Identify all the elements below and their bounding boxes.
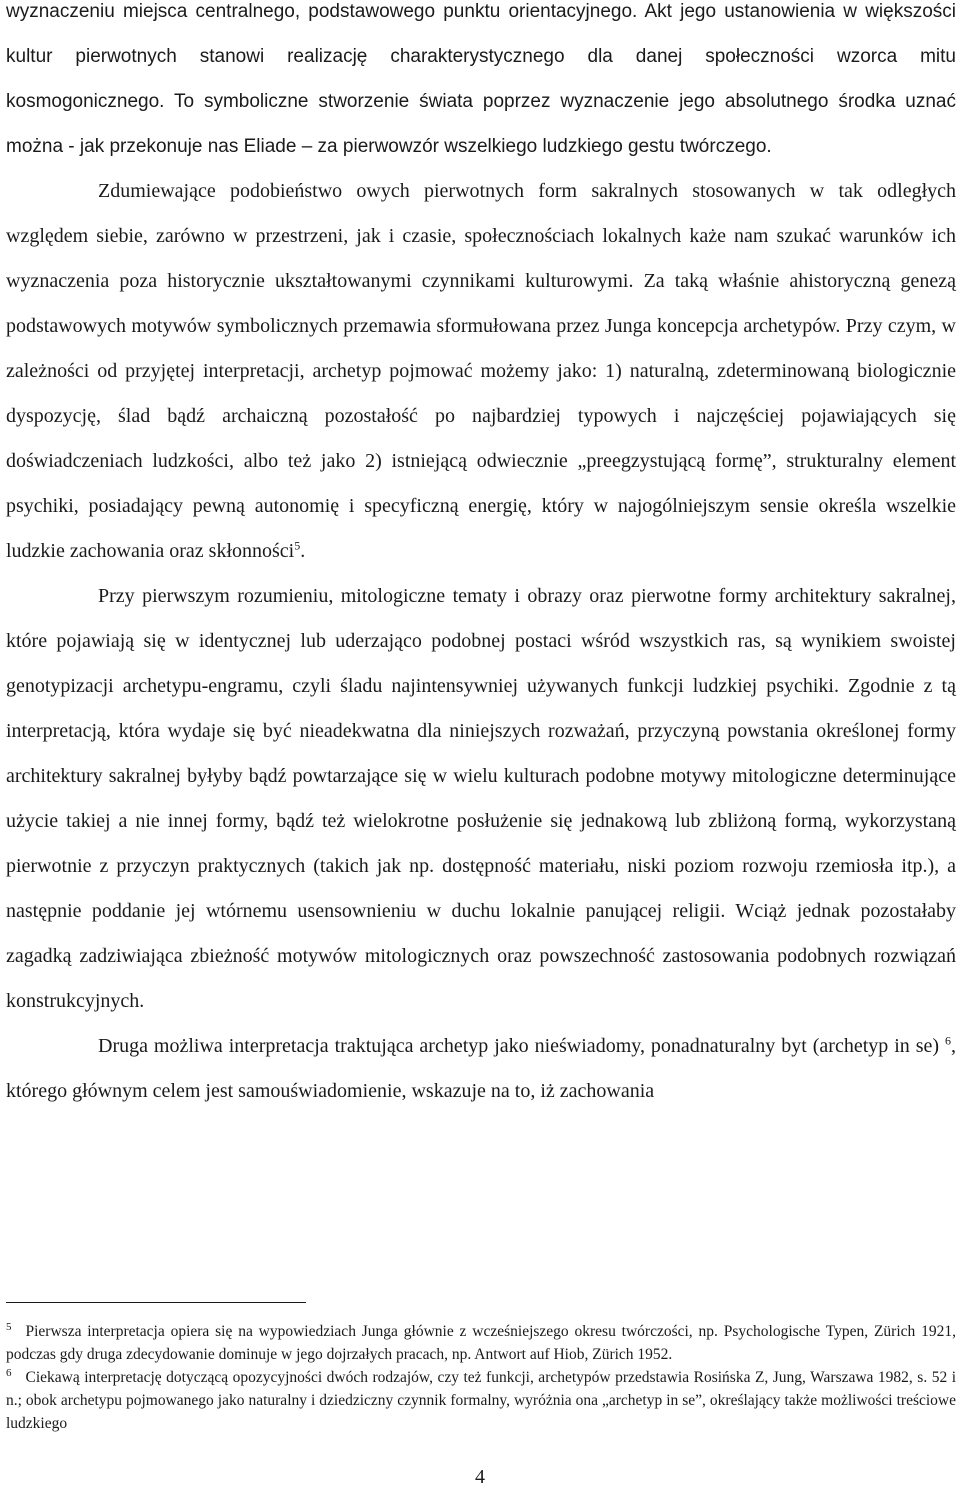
paragraph-3 xyxy=(6,574,956,1024)
paragraph-1-text: wyznaczeniu miejsca centralnego, podstawowego punktu orientacyjnego. Akt jego ustanowienia w większości kultur pierwotnych stanowi realizację charakterystycznego dla danej społeczności wzorca mitu kosmogonicznego. To symboliczne stworzenie świata poprzez wyznaczenie jego absolutnego środka uznać można - jak przekonuje nas Eliade – za pierwowzór wszelkiego ludzkiego gestu twórczego. xyxy=(6,1,956,157)
paragraph-2 xyxy=(6,169,956,574)
paragraph-3-text: Przy pierwszym rozumieniu, mitologiczne tematy i obrazy oraz pierwotne formy architektury sakralnej, które pojawiają się w identycznej lub uderzająco podobnej postaci wśród wszystkich ras, są wynikiem swoistej genotypizacji archetypu-engramu, czyli śladu najintensywniej używanych funkcji ludzkiej psychiki. Zgodnie z tą interpretacją, która wydaje się być nieadekwatna dla niniejszych rozważań, przyczyną powstania określonej formy architektury sakralnej byłyby bądź powtarzające się w wielu kulturach podobne motywy mitologiczne determinujące użycie takiej a nie innej formy, bądź też wielokrotne posłużenie się jednakową lub zbliżoną formą, wykorzystaną pierwotnie z przyczyn praktycznych (takich jak np. dostępność materiału, niski poziom rozwoju rzemiosła itp.), a następnie poddanie jej wtórnemu usensownieniu w duchu lokalnie panującej religii. Wciąż jednak pozostałaby zagadką zadziwiająca zbieżność motywów mitologicznych oraz powszechność zastosowania podobnych rozwiązań konstrukcyjnych. xyxy=(6,585,956,1012)
footnote-6-text: Ciekawą interpretację dotyczącą opozycyjności dwóch rodzajów, czy też funkcji, archetypów przedstawia Rosińska Z, Jung, Warszawa 1982, s. 52 i n.; obok archetypu pojmowanego jako naturalny i dziedziczny czynnik formalny, wyróżnia ona „archetyp in se”, określający także możliwości treściowe ludzkiego xyxy=(6,1369,956,1432)
paragraph-2-text: Zdumiewające podobieństwo owych pierwotnych form sakralnych stosowanych w tak odległych względem siebie, zarówno w przestrzeni, jak i czasie, społecznościach lokalnych każe nam szukać warunków ich wyznaczenia poza historycznie ukształtowanymi czynnikami kulturowymi. Za taką właśnie ahistoryczną genezą podstawowych motywów symbolicznych przemawia sformułowana przez Junga koncepcja archetypów. Przy czym, w zależności od przyjętej interpretacji, archetyp pojmować możemy jako: 1) naturalną, zdeterminowaną biologicznie dyspozycję, ślad bądź archaiczną pozostałość po najbardziej typowych i najczęściej pojawiających się doświadczeniach ludzkości, albo też jako 2) istniejącą odwiecznie „preegzystującą formę”, strukturalny element psychiki, posiadający pewną autonomię i specyficzną energię, który w najogólniejszym sensie określa wszelkie ludzkie zachowania oraz skłonności xyxy=(6,180,956,562)
footnote-ref-6[interactable]: 6 xyxy=(945,1033,951,1048)
page-number: 4 xyxy=(475,1466,485,1488)
footnote-5 xyxy=(6,1320,956,1366)
paragraph-4-end: , którego głównym celem jest samouświadomienie, wskazuje na to, iż zachowania xyxy=(6,1035,956,1102)
footnote-5-number: 5 xyxy=(6,1320,12,1333)
footnote-separator xyxy=(6,1302,306,1303)
paragraph-4-text: Druga możliwa interpretacja traktująca archetyp jako nieświadomy, ponadnaturalny byt (archetyp in se) xyxy=(98,1035,945,1057)
footnotes xyxy=(6,1320,956,1435)
paragraph-4 xyxy=(6,1024,956,1114)
paragraph-2-end: . xyxy=(300,540,306,562)
footnote-5-text: Pierwsza interpretacja opiera się na wypowiedziach Junga głównie z wcześniejszego okresu twórczości, np. Psychologische Typen, Zürich 1921, podczas gdy druga zdecydowanie dominuje w jego dojrzałych pracach, np. Antwort auf Hiob, Zürich 1952. xyxy=(6,1323,956,1363)
footnote-6-number: 6 xyxy=(6,1366,12,1379)
footnote-ref-5[interactable]: 5 xyxy=(294,538,301,553)
document-page xyxy=(6,0,956,1432)
footnote-6 xyxy=(6,1366,956,1435)
paragraph-1 xyxy=(6,0,956,169)
